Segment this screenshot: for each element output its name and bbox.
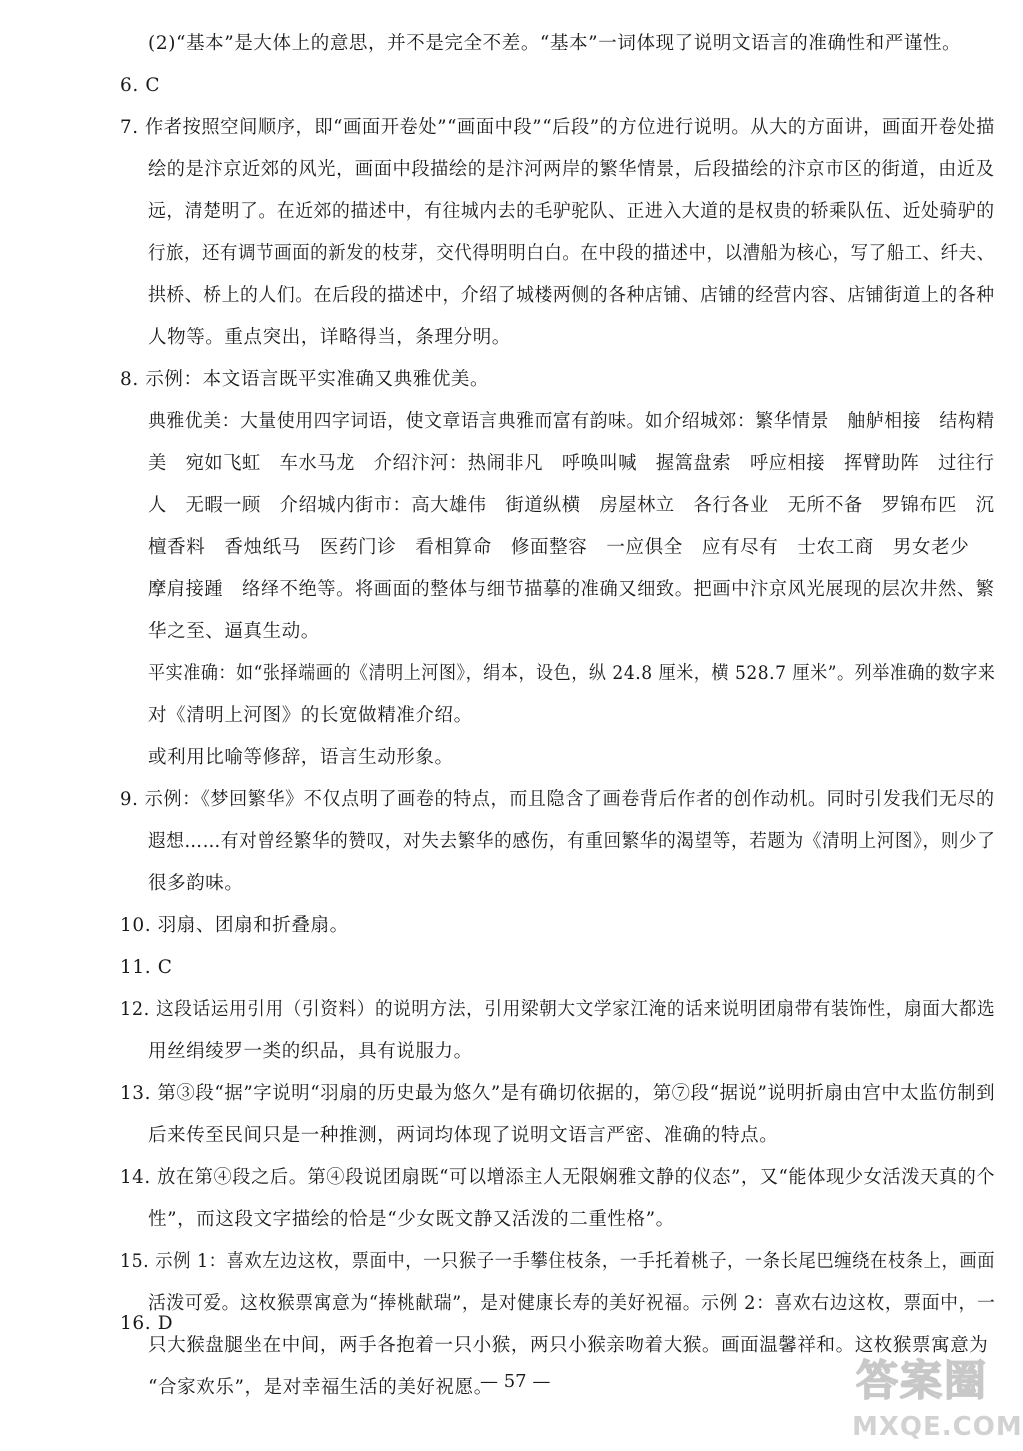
answer-line: 平实准确：如“张择端画的《清明上河图》，绢本，设色，纵 24.8 厘米，横 528.7 厘米”。列举准确的数字来	[148, 663, 996, 684]
answer-line: 14. 放在第④段之后。第④段说团扇既“可以增添主人无限娴雅文静的仪态”，又“能体现少女活泼天真的个	[120, 1167, 996, 1188]
answer-line: “合家欢乐”，是对幸福生活的美好祝愿。	[148, 1377, 493, 1398]
answer-line: 12. 这段话运用引用（引资料）的说明方法，引用梁朝大文学家江淹的话来说明团扇带有装饰性，扇面大都选	[120, 999, 996, 1020]
answer-line: 行旅，还有调节画面的新发的枝芽，交代得明明白白。在中段的描述中，以漕船为核心，写了船工、纤夫、	[148, 243, 995, 264]
answer-line: 绘的是汴京近郊的风光，画面中段描绘的是汴河两岸的繁华情景，后段描绘的汴京市区的街道，由近及	[148, 159, 995, 180]
answer-line: 很多韵味。	[148, 873, 244, 894]
answer-line: (2)“基本”是大体上的意思，并不是完全不差。“基本”一词体现了说明文语言的准确性和严谨性。	[148, 33, 962, 54]
answer-line: 6. C	[120, 75, 161, 96]
answer-line: 美 宛如飞虹 车水马龙 介绍汴河：热闹非凡 呼唤叫喊 握篙盘索 呼应相接 挥臂助阵 过往行	[148, 453, 995, 474]
answer-line: 13. 第③段“据”字说明“羽扇的历史最为悠久”是有确切依据的，第⑦段“据说”说明折扇由宫中太监仿制到	[120, 1083, 996, 1104]
answer-line: 典雅优美：大量使用四字词语，使文章语言典雅而富有韵味。如介绍城郊：繁华情景 舳舻相接 结构精	[148, 411, 995, 432]
answer-line: 16. D	[120, 1313, 174, 1334]
answer-line: 后来传至民间只是一种推测，两词均体现了说明文语言严密、准确的特点。	[148, 1125, 779, 1146]
answer-line: 或利用比喻等修辞，语言生动形象。	[148, 747, 454, 768]
answer-line: 远，清楚明了。在近郊的描述中，有往城内去的毛驴驼队、正进入大道的是权贵的轿乘队伍、近处骑驴的	[148, 201, 995, 222]
answer-line: 8. 示例：本文语言既平实准确又典雅优美。	[120, 369, 490, 390]
answer-line: 遐想……有对曾经繁华的赞叹，对失去繁华的感伤，有重回繁华的渴望等，若题为《清明上河图》，则少了	[148, 831, 996, 852]
answer-line: 10. 羽扇、团扇和折叠扇。	[120, 915, 349, 936]
answer-line: 11. C	[120, 957, 173, 978]
answer-line: 摩肩接踵 络绎不绝等。将画面的整体与细节描摹的准确又细致。把画中汴京风光展现的层次井然、繁	[148, 579, 995, 600]
answer-line: 拱桥、桥上的人们。在后段的描述中，介绍了城楼两侧的各种店铺、店铺的经营内容、店铺街道上的各种	[148, 285, 995, 306]
watermark-logo-text: 答案圈	[855, 1356, 988, 1405]
answer-line: 7. 作者按照空间顺序，即“画面开卷处”“画面中段”“后段”的方位进行说明。从大的方面讲，画面开卷处描	[120, 117, 995, 138]
answer-line: 人物等。重点突出，详略得当，条理分明。	[148, 327, 511, 348]
watermark-site-text: MXQE.COM	[852, 1412, 1023, 1442]
answer-line: 华之至、逼真生动。	[148, 621, 320, 642]
answer-line: 性”，而这段文字描绘的恰是“少女既文静又活泼的二重性格”。	[148, 1209, 675, 1230]
answer-line: 活泼可爱。这枚猴票寓意为“捧桃献瑞”，是对健康长寿的美好祝福。示例 2：喜欢右边这枚，票面中，一	[148, 1293, 996, 1314]
answer-line: 檀香料 香烛纸马 医药门诊 看相算命 修面整容 一应俱全 应有尽有 士农工商 男女老少	[148, 537, 970, 558]
answer-line: 只大猴盘腿坐在中间，两手各抱着一只小猴，两只小猴亲吻着大猴。画面温馨祥和。这枚猴票寓意为	[148, 1335, 989, 1356]
answer-line: 9. 示例：《梦回繁华》不仅点明了画卷的特点，而且隐含了画卷背后作者的创作动机。同时引发我们无尽的	[120, 789, 995, 810]
answer-line: 对《清明上河图》的长宽做精准介绍。	[148, 705, 473, 726]
page-number: — 57 —	[480, 1371, 551, 1392]
answer-line: 人 无暇一顾 介绍城内街市：高大雄伟 街道纵横 房屋林立 各行各业 无所不备 罗锦布匹 沉	[148, 495, 995, 516]
answer-line: 15. 示例 1：喜欢左边这枚，票面中，一只猴子一手攀住枝条，一手托着桃子，一条长尾巴缠绕在枝条上，画面	[120, 1251, 996, 1272]
answer-line: 用丝绢绫罗一类的织品，具有说服力。	[148, 1041, 473, 1062]
watermark-logo	[852, 1352, 1023, 1447]
